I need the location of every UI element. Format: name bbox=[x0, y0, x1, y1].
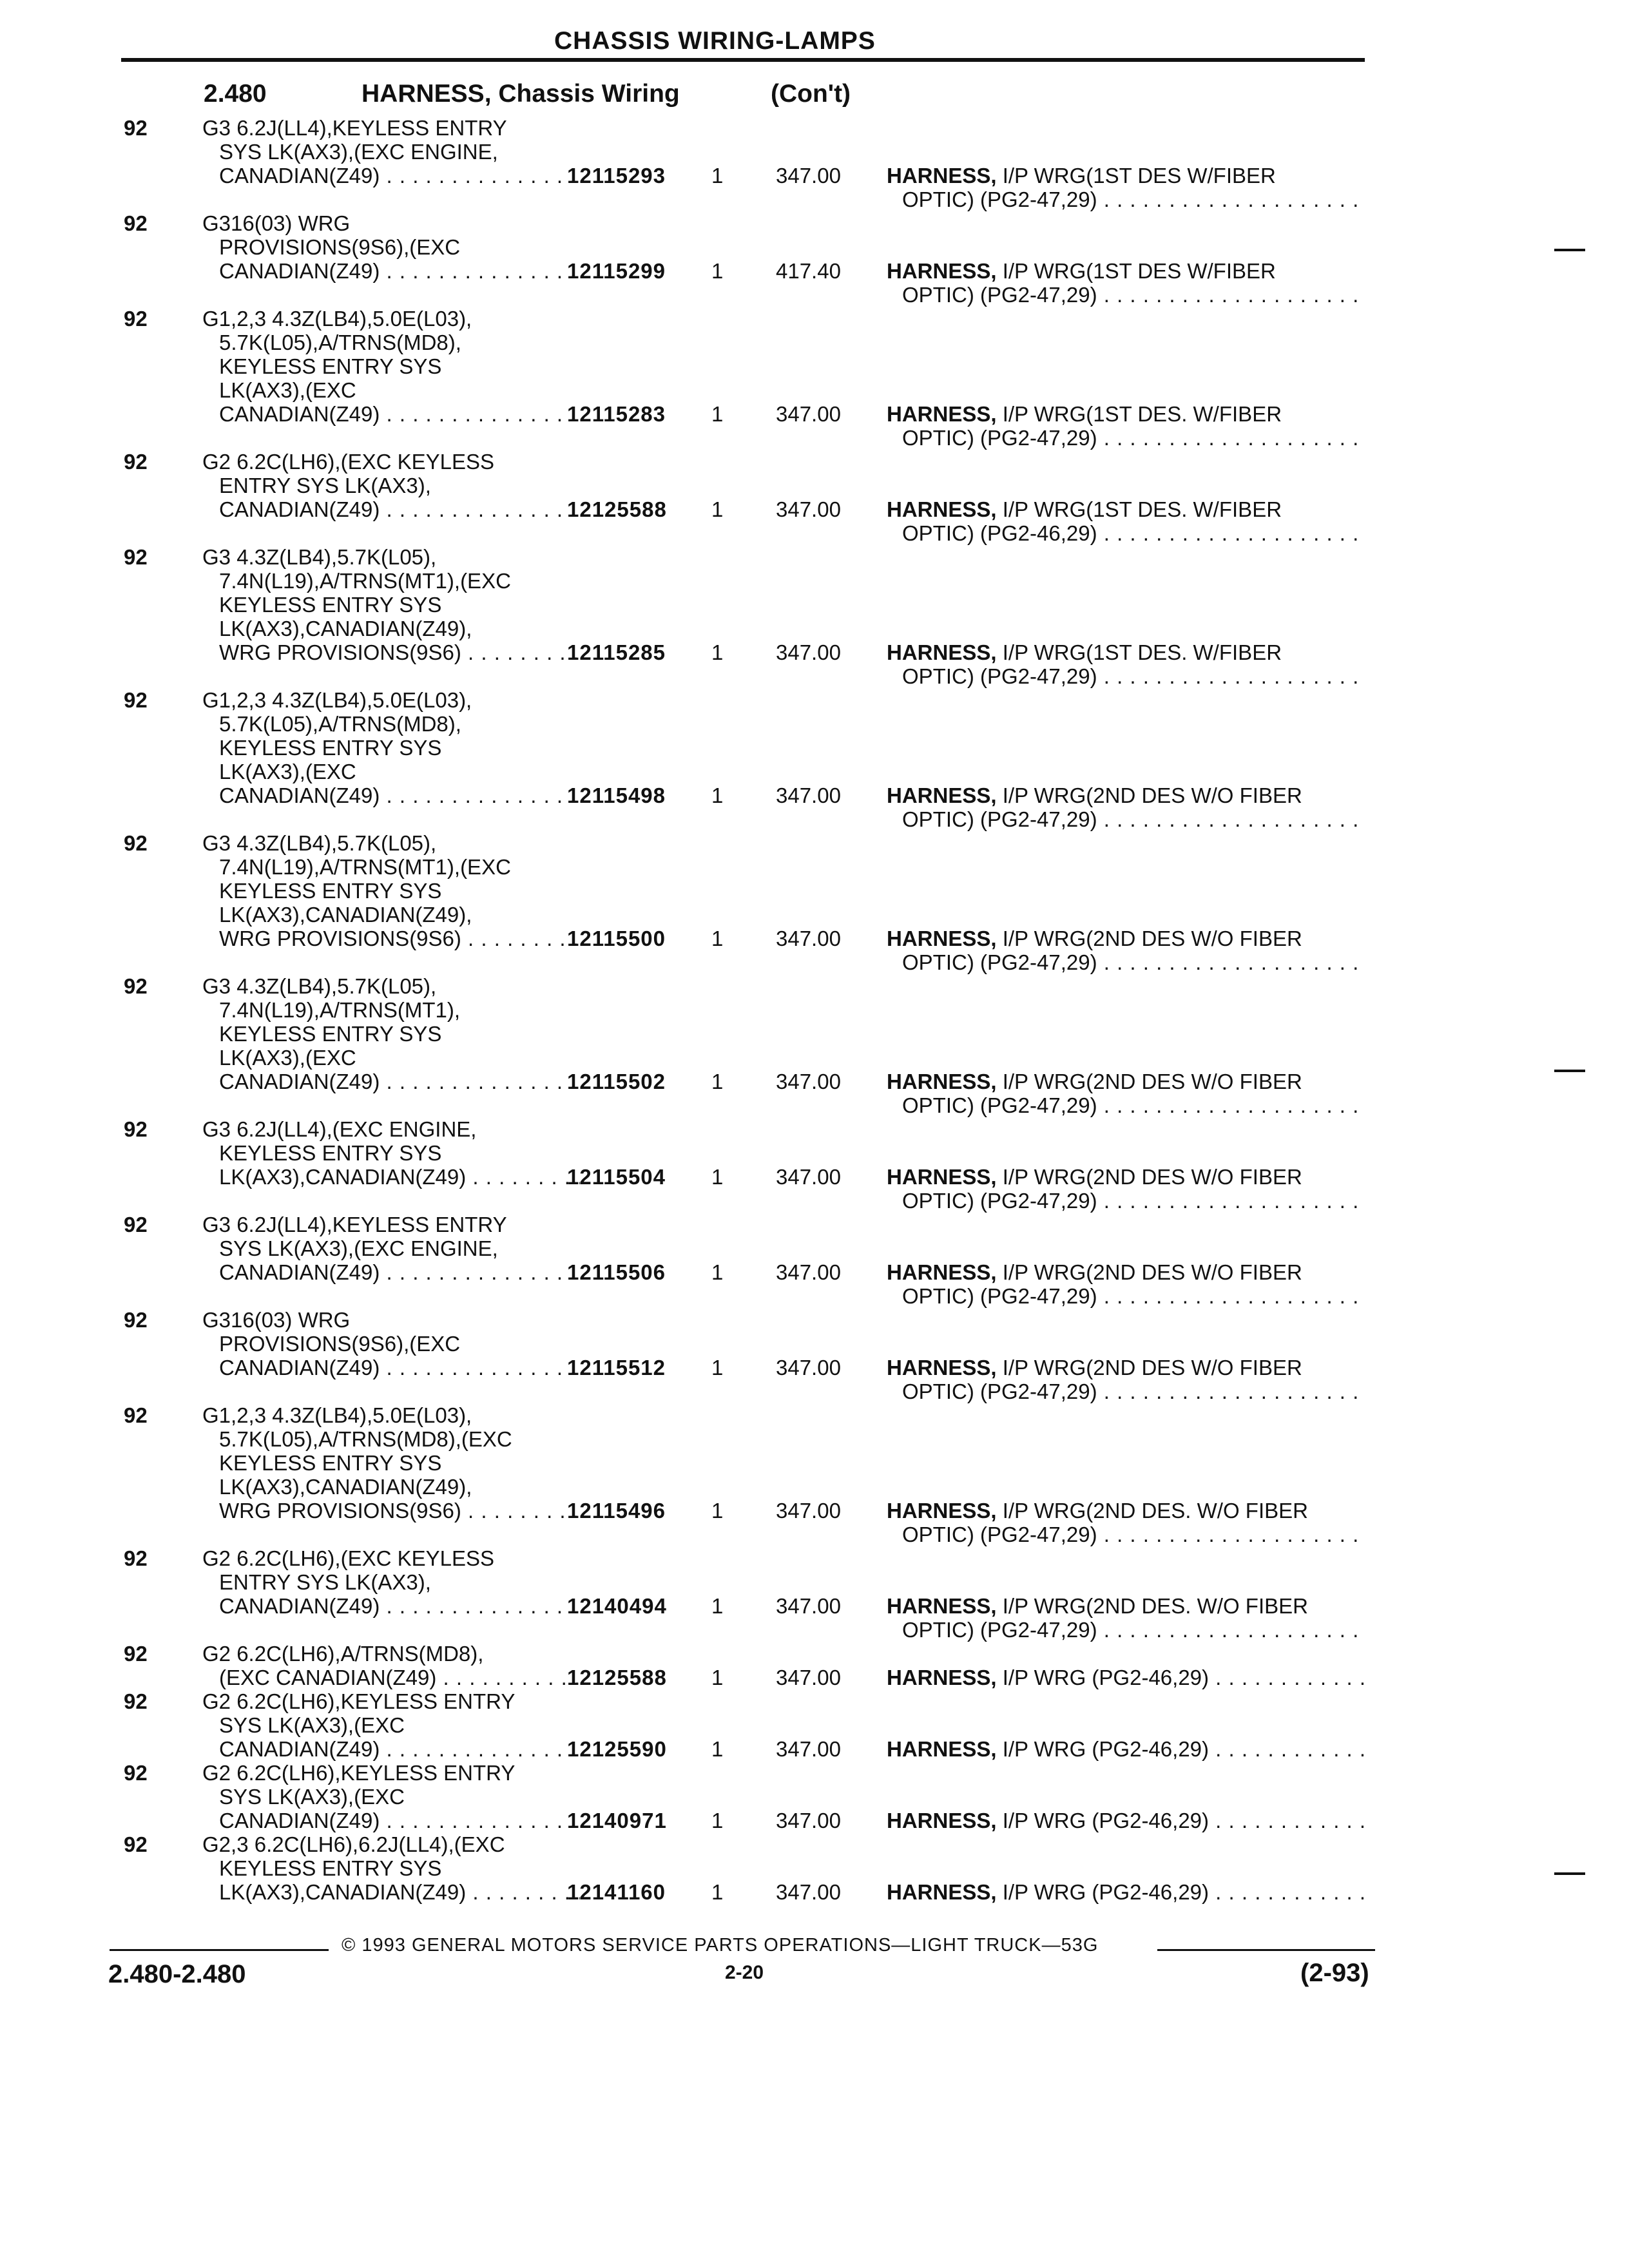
part-name-keyword: HARNESS, bbox=[887, 1809, 997, 1832]
part-number: 12141160 bbox=[567, 1880, 666, 1904]
usage-description bbox=[202, 1642, 576, 1689]
part-number: 12125588 bbox=[567, 1666, 667, 1689]
part-name-keyword: HARNESS, bbox=[887, 402, 997, 426]
part-name-line bbox=[887, 1737, 1364, 1761]
description-line: CANADIAN(Z49) . . . bbox=[202, 1260, 580, 1284]
price: 417.40 bbox=[776, 259, 841, 283]
description-line: LK(AX3),CANADIAN(Z49), bbox=[219, 1475, 472, 1499]
usage-description bbox=[202, 545, 576, 664]
model-year: 92 bbox=[124, 1546, 148, 1570]
part-name-continuation: OPTIC) (PG2-47,29) . . . bbox=[887, 187, 1364, 211]
description-line: G2 6.2C(LH6),A/TRNS(MD8), bbox=[202, 1642, 484, 1666]
description-line: CANADIAN(Z49) . . . bbox=[202, 402, 580, 426]
part-name-continuation: OPTIC) (PG2-47,29) . . . bbox=[887, 283, 1364, 307]
part-name bbox=[887, 1260, 1364, 1308]
part-name-line bbox=[887, 1165, 1364, 1189]
description-line: SYS LK(AX3),(EXC ENGINE, bbox=[219, 1236, 498, 1260]
model-year: 92 bbox=[124, 1117, 148, 1141]
part-name-detail: I/P WRG(1ST DES. W/FIBER bbox=[996, 497, 1282, 521]
model-year: 92 bbox=[124, 1642, 148, 1666]
description-line: LK(AX3),(EXC bbox=[219, 1046, 356, 1070]
description-line: ENTRY SYS LK(AX3), bbox=[219, 1570, 431, 1594]
part-name-detail: I/P WRG(2ND DES. W/O FIBER bbox=[996, 1594, 1308, 1618]
description-line: SYS LK(AX3),(EXC bbox=[219, 1785, 405, 1809]
quantity: 1 bbox=[711, 1737, 724, 1761]
description-line: 7.4N(L19),A/TRNS(MT1),(EXC bbox=[219, 569, 511, 593]
usage-description bbox=[202, 1832, 576, 1904]
quantity: 1 bbox=[711, 1880, 724, 1904]
description-line: G1,2,3 4.3Z(LB4),5.0E(L03), bbox=[202, 1403, 472, 1427]
usage-description bbox=[202, 450, 576, 521]
model-year: 92 bbox=[124, 688, 148, 712]
quantity: 1 bbox=[711, 1165, 724, 1189]
section-heading bbox=[204, 80, 1235, 115]
description-line: KEYLESS ENTRY SYS bbox=[219, 736, 442, 760]
part-name bbox=[887, 402, 1364, 450]
part-name-keyword: HARNESS, bbox=[887, 1594, 997, 1618]
usage-description bbox=[202, 116, 576, 187]
part-name bbox=[887, 1165, 1364, 1213]
part-number: 12115506 bbox=[567, 1260, 666, 1284]
part-name-keyword: HARNESS, bbox=[887, 497, 997, 521]
part-name-detail: I/P WRG(2ND DES. W/O FIBER bbox=[996, 1499, 1308, 1523]
quantity: 1 bbox=[711, 1499, 724, 1523]
part-name-line bbox=[887, 783, 1364, 807]
part-number: 12125590 bbox=[567, 1737, 667, 1761]
part-name-line bbox=[887, 1666, 1364, 1689]
price: 347.00 bbox=[776, 927, 841, 950]
part-number: 12115500 bbox=[567, 927, 666, 950]
margin-mark bbox=[1554, 1070, 1585, 1072]
part-name-line bbox=[887, 402, 1364, 426]
part-name-detail: I/P WRG(2ND DES W/O FIBER bbox=[996, 927, 1302, 950]
description-line: KEYLESS ENTRY SYS bbox=[219, 879, 442, 903]
description-line: G2 6.2C(LH6),KEYLESS ENTRY bbox=[202, 1689, 516, 1713]
part-name-keyword: HARNESS, bbox=[887, 1356, 997, 1379]
description-line: (EXC CANADIAN(Z49) . . . bbox=[202, 1666, 580, 1689]
footer-date-code: (2-93) bbox=[1300, 1959, 1369, 1987]
price: 347.00 bbox=[776, 783, 841, 807]
part-name bbox=[887, 259, 1364, 307]
quantity: 1 bbox=[711, 1809, 724, 1832]
part-name bbox=[887, 1737, 1364, 1761]
description-line: CANADIAN(Z49) . . . bbox=[202, 259, 580, 283]
description-line: KEYLESS ENTRY SYS bbox=[219, 1022, 442, 1046]
price: 347.00 bbox=[776, 1260, 841, 1284]
usage-description bbox=[202, 1546, 576, 1618]
part-name bbox=[887, 640, 1364, 688]
part-name-keyword: HARNESS, bbox=[887, 783, 997, 807]
part-name-keyword: HARNESS, bbox=[887, 1070, 997, 1093]
section-name: HARNESS, Chassis Wiring bbox=[361, 80, 680, 108]
part-number: 12125588 bbox=[567, 497, 667, 521]
description-line: CANADIAN(Z49) . . . bbox=[202, 783, 580, 807]
description-line: 7.4N(L19),A/TRNS(MT1),(EXC bbox=[219, 855, 511, 879]
quantity: 1 bbox=[711, 1260, 724, 1284]
footer-page-number: 2-20 bbox=[725, 1962, 764, 1983]
part-name-line bbox=[887, 1499, 1364, 1523]
part-name-keyword: HARNESS, bbox=[887, 640, 997, 664]
model-year: 92 bbox=[124, 1403, 148, 1427]
part-name-continuation: OPTIC) (PG2-46,29) . . . bbox=[887, 521, 1364, 545]
part-name-continuation: OPTIC) (PG2-47,29) . . . bbox=[887, 807, 1364, 831]
part-name-detail: I/P WRG(2ND DES W/O FIBER bbox=[996, 1260, 1302, 1284]
description-line: 5.7K(L05),A/TRNS(MD8), bbox=[219, 712, 461, 736]
description-line: KEYLESS ENTRY SYS bbox=[219, 593, 442, 617]
quantity: 1 bbox=[711, 497, 724, 521]
part-number: 12115293 bbox=[567, 164, 666, 187]
part-name-continuation: OPTIC) (PG2-47,29) . . . bbox=[887, 1523, 1364, 1546]
model-year: 92 bbox=[124, 974, 148, 998]
description-line: CANADIAN(Z49) . . . bbox=[202, 1809, 580, 1832]
part-number: 12115285 bbox=[567, 640, 666, 664]
part-name-keyword: HARNESS, bbox=[887, 1499, 997, 1523]
description-line: SYS LK(AX3),(EXC bbox=[219, 1713, 405, 1737]
part-name-detail: I/P WRG(2ND DES W/O FIBER bbox=[996, 783, 1302, 807]
part-name-continuation: OPTIC) (PG2-47,29) . . . bbox=[887, 1093, 1364, 1117]
model-year: 92 bbox=[124, 1761, 148, 1785]
quantity: 1 bbox=[711, 259, 724, 283]
description-line: G316(03) WRG bbox=[202, 211, 351, 235]
part-name-keyword: HARNESS, bbox=[887, 1666, 997, 1689]
description-line: LK(AX3),CANADIAN(Z49), bbox=[219, 617, 472, 640]
description-line: 5.7K(L05),A/TRNS(MD8), bbox=[219, 331, 461, 354]
description-line: LK(AX3),CANADIAN(Z49) . . . bbox=[202, 1165, 580, 1189]
part-name-continuation: OPTIC) (PG2-47,29) . . . bbox=[887, 1189, 1364, 1213]
part-name bbox=[887, 1499, 1364, 1546]
description-line: KEYLESS ENTRY SYS bbox=[219, 354, 442, 378]
description-line: CANADIAN(Z49) . . . bbox=[202, 1070, 580, 1093]
price: 347.00 bbox=[776, 1809, 841, 1832]
description-line: KEYLESS ENTRY SYS bbox=[219, 1141, 442, 1165]
price: 347.00 bbox=[776, 497, 841, 521]
model-year: 92 bbox=[124, 1308, 148, 1332]
part-name-keyword: HARNESS, bbox=[887, 164, 997, 187]
footer-rule-left bbox=[110, 1949, 329, 1951]
description-line: G2 6.2C(LH6),(EXC KEYLESS bbox=[202, 450, 495, 474]
footer-section-range: 2.480-2.480 bbox=[108, 1960, 246, 1988]
part-name-keyword: HARNESS, bbox=[887, 259, 997, 283]
part-name-detail: I/P WRG (PG2-46,29) bbox=[996, 1809, 1210, 1832]
part-name bbox=[887, 1666, 1364, 1689]
description-line: WRG PROVISIONS(9S6) . . . bbox=[202, 1499, 580, 1523]
part-name-line bbox=[887, 927, 1364, 950]
part-name-line bbox=[887, 1356, 1364, 1379]
price: 347.00 bbox=[776, 1666, 841, 1689]
part-name-continuation: OPTIC) (PG2-47,29) . . . bbox=[887, 426, 1364, 450]
description-line: G3 4.3Z(LB4),5.7K(L05), bbox=[202, 974, 437, 998]
description-line: KEYLESS ENTRY SYS bbox=[219, 1451, 442, 1475]
part-name-continuation: OPTIC) (PG2-47,29) . . . bbox=[887, 1379, 1364, 1403]
part-name-line bbox=[887, 1070, 1364, 1093]
price: 347.00 bbox=[776, 1737, 841, 1761]
quantity: 1 bbox=[711, 640, 724, 664]
description-line: CANADIAN(Z49) . . . bbox=[202, 1356, 580, 1379]
description-line: WRG PROVISIONS(9S6) . . . bbox=[202, 927, 580, 950]
part-name-line bbox=[887, 1809, 1364, 1832]
part-name-line bbox=[887, 259, 1364, 283]
description-line: 7.4N(L19),A/TRNS(MT1), bbox=[219, 998, 461, 1022]
part-number: 12115283 bbox=[567, 402, 666, 426]
quantity: 1 bbox=[711, 1666, 724, 1689]
description-line: G3 6.2J(LL4),KEYLESS ENTRY bbox=[202, 116, 507, 140]
price: 347.00 bbox=[776, 164, 841, 187]
quantity: 1 bbox=[711, 164, 724, 187]
part-name-continuation: OPTIC) (PG2-47,29) . . . bbox=[887, 1284, 1364, 1308]
part-name-line bbox=[887, 497, 1364, 521]
quantity: 1 bbox=[711, 1594, 724, 1618]
model-year: 92 bbox=[124, 307, 148, 331]
part-name-line bbox=[887, 1880, 1364, 1904]
part-number: 12140494 bbox=[567, 1594, 667, 1618]
description-line: SYS LK(AX3),(EXC ENGINE, bbox=[219, 140, 498, 164]
description-line: 5.7K(L05),A/TRNS(MD8),(EXC bbox=[219, 1427, 512, 1451]
description-line: CANADIAN(Z49) . . . bbox=[202, 497, 580, 521]
part-number: 12140971 bbox=[567, 1809, 667, 1832]
description-line: G2 6.2C(LH6),(EXC KEYLESS bbox=[202, 1546, 495, 1570]
price: 347.00 bbox=[776, 402, 841, 426]
part-name bbox=[887, 1880, 1364, 1904]
model-year: 92 bbox=[124, 211, 148, 235]
price: 347.00 bbox=[776, 1165, 841, 1189]
model-year: 92 bbox=[124, 1213, 148, 1236]
header-rule bbox=[121, 58, 1365, 62]
model-year: 92 bbox=[124, 1832, 148, 1856]
part-name bbox=[887, 164, 1364, 211]
usage-description bbox=[202, 1213, 576, 1284]
part-number: 12115512 bbox=[567, 1356, 666, 1379]
usage-description bbox=[202, 1308, 576, 1379]
description-line: LK(AX3),CANADIAN(Z49) . . . bbox=[202, 1880, 580, 1904]
part-name-detail: I/P WRG (PG2-46,29) bbox=[996, 1737, 1210, 1761]
description-line: CANADIAN(Z49) . . . bbox=[202, 1737, 580, 1761]
price: 347.00 bbox=[776, 1499, 841, 1523]
usage-description bbox=[202, 1117, 576, 1189]
margin-mark bbox=[1554, 249, 1585, 251]
part-name bbox=[887, 927, 1364, 974]
description-line: PROVISIONS(9S6),(EXC bbox=[219, 1332, 461, 1356]
part-name-detail: I/P WRG(1ST DES W/FIBER bbox=[996, 164, 1276, 187]
part-name-keyword: HARNESS, bbox=[887, 1737, 997, 1761]
usage-description bbox=[202, 974, 576, 1093]
part-name bbox=[887, 1809, 1364, 1832]
part-name bbox=[887, 1070, 1364, 1117]
part-name-keyword: HARNESS, bbox=[887, 927, 997, 950]
description-line: G2 6.2C(LH6),KEYLESS ENTRY bbox=[202, 1761, 516, 1785]
quantity: 1 bbox=[711, 1070, 724, 1093]
part-name-keyword: HARNESS, bbox=[887, 1260, 997, 1284]
price: 347.00 bbox=[776, 1594, 841, 1618]
section-number: 2.480 bbox=[204, 80, 267, 108]
description-line: KEYLESS ENTRY SYS bbox=[219, 1856, 442, 1880]
part-name-line bbox=[887, 164, 1364, 187]
description-line: LK(AX3),(EXC bbox=[219, 760, 356, 783]
part-name-continuation: OPTIC) (PG2-47,29) . . . bbox=[887, 950, 1364, 974]
part-name-line bbox=[887, 1260, 1364, 1284]
part-name bbox=[887, 1594, 1364, 1642]
part-number: 12115498 bbox=[567, 783, 666, 807]
description-line: ENTRY SYS LK(AX3), bbox=[219, 474, 431, 497]
description-line: G1,2,3 4.3Z(LB4),5.0E(L03), bbox=[202, 307, 472, 331]
usage-description bbox=[202, 1403, 576, 1523]
margin-mark bbox=[1554, 1872, 1585, 1875]
quantity: 1 bbox=[711, 927, 724, 950]
model-year: 92 bbox=[124, 450, 148, 474]
description-line: G3 6.2J(LL4),(EXC ENGINE, bbox=[202, 1117, 477, 1141]
part-number: 12115299 bbox=[567, 259, 666, 283]
description-line: G2,3 6.2C(LH6),6.2J(LL4),(EXC bbox=[202, 1832, 505, 1856]
model-year: 92 bbox=[124, 831, 148, 855]
description-line: CANADIAN(Z49) . . . bbox=[202, 1594, 580, 1618]
part-name-detail: I/P WRG(1ST DES W/FIBER bbox=[996, 259, 1276, 283]
part-name bbox=[887, 783, 1364, 831]
part-number: 12115502 bbox=[567, 1070, 666, 1093]
part-name-detail: I/P WRG(2ND DES W/O FIBER bbox=[996, 1070, 1302, 1093]
price: 347.00 bbox=[776, 1356, 841, 1379]
part-name-keyword: HARNESS, bbox=[887, 1880, 997, 1904]
part-name bbox=[887, 497, 1364, 545]
description-line: LK(AX3),(EXC bbox=[219, 378, 356, 402]
usage-description bbox=[202, 211, 576, 283]
usage-description bbox=[202, 1761, 576, 1832]
description-line: PROVISIONS(9S6),(EXC bbox=[219, 235, 461, 259]
model-year: 92 bbox=[124, 116, 148, 140]
description-line: G3 6.2J(LL4),KEYLESS ENTRY bbox=[202, 1213, 507, 1236]
description-line: G1,2,3 4.3Z(LB4),5.0E(L03), bbox=[202, 688, 472, 712]
usage-description bbox=[202, 831, 576, 950]
price: 347.00 bbox=[776, 1880, 841, 1904]
price: 347.00 bbox=[776, 1070, 841, 1093]
model-year: 92 bbox=[124, 545, 148, 569]
quantity: 1 bbox=[711, 402, 724, 426]
part-name-detail: I/P WRG (PG2-46,29) bbox=[996, 1666, 1210, 1689]
part-name-continuation: OPTIC) (PG2-47,29) . . . bbox=[887, 664, 1364, 688]
part-name-detail: I/P WRG (PG2-46,29) bbox=[996, 1880, 1210, 1904]
quantity: 1 bbox=[711, 783, 724, 807]
part-name-detail: I/P WRG(2ND DES W/O FIBER bbox=[996, 1165, 1302, 1189]
part-name-detail: I/P WRG(2ND DES W/O FIBER bbox=[996, 1356, 1302, 1379]
part-name-keyword: HARNESS, bbox=[887, 1165, 997, 1189]
usage-description bbox=[202, 688, 576, 807]
description-line: G3 4.3Z(LB4),5.7K(L05), bbox=[202, 545, 437, 569]
part-name-detail: I/P WRG(1ST DES. W/FIBER bbox=[996, 402, 1282, 426]
description-line: G3 4.3Z(LB4),5.7K(L05), bbox=[202, 831, 437, 855]
part-name-line bbox=[887, 1594, 1364, 1618]
description-line: G316(03) WRG bbox=[202, 1308, 351, 1332]
description-line: LK(AX3),CANADIAN(Z49), bbox=[219, 903, 472, 927]
model-year: 92 bbox=[124, 1689, 148, 1713]
footer-rule-right bbox=[1157, 1949, 1375, 1951]
description-line: CANADIAN(Z49) . . . bbox=[202, 164, 580, 187]
description-line: WRG PROVISIONS(9S6) . . . bbox=[202, 640, 580, 664]
usage-description bbox=[202, 1689, 576, 1761]
part-name-continuation: OPTIC) (PG2-47,29) . . . bbox=[887, 1618, 1364, 1642]
part-name bbox=[887, 1356, 1364, 1403]
part-name-line bbox=[887, 640, 1364, 664]
usage-description bbox=[202, 307, 576, 426]
part-number: 12115496 bbox=[567, 1499, 666, 1523]
price: 347.00 bbox=[776, 640, 841, 664]
part-number: 12115504 bbox=[567, 1165, 666, 1189]
continued-label: (Con't) bbox=[771, 80, 851, 108]
footer-copyright: © 1993 GENERAL MOTORS SERVICE PARTS OPERATIONS—LIGHT TRUCK—53G bbox=[342, 1935, 1099, 1956]
quantity: 1 bbox=[711, 1356, 724, 1379]
chapter-title: CHASSIS WIRING-LAMPS bbox=[554, 27, 876, 55]
part-name-detail: I/P WRG(1ST DES. W/FIBER bbox=[996, 640, 1282, 664]
